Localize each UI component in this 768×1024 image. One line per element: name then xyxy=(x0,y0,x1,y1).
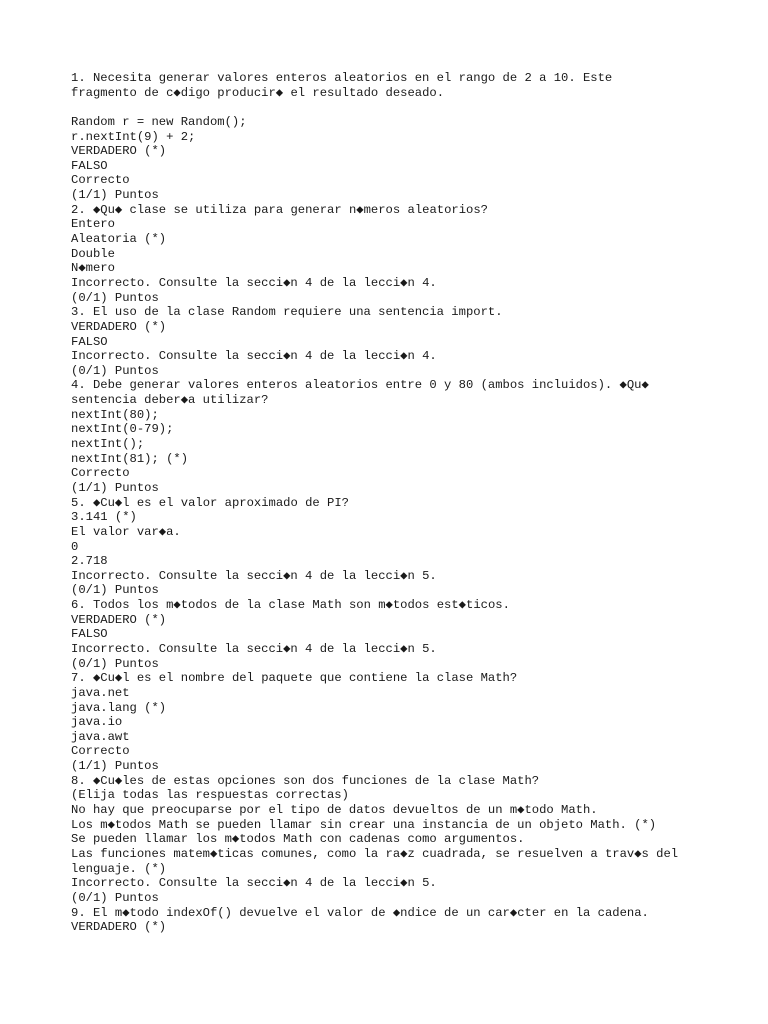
text-line: FALSO xyxy=(71,627,108,642)
text-line: (0/1) Puntos xyxy=(71,656,159,671)
text-line: Correcto xyxy=(71,466,130,481)
text-line: (1/1) Puntos xyxy=(71,480,159,495)
text-line: 7. ◆Cu◆l es el nombre del paquete que contiene la clase Math? xyxy=(71,671,518,686)
text-line: nextInt(80); xyxy=(71,407,159,422)
text-line: Se pueden llamar los m◆todos Math con cadenas como argumentos. xyxy=(71,832,525,847)
document-page xyxy=(71,71,761,935)
text-line: Correcto xyxy=(71,744,130,759)
text-line: 3. El uso de la clase Random requiere una sentencia import. xyxy=(71,305,503,320)
text-line: (0/1) Puntos xyxy=(71,890,159,905)
text-line: java.awt xyxy=(71,729,130,744)
text-line: 6. Todos los m◆todos de la clase Math son m◆todos est◆ticos. xyxy=(71,598,510,613)
text-line: r.nextInt(9) + 2; xyxy=(71,129,196,144)
text-line: nextInt(); xyxy=(71,437,145,452)
text-line: N◆mero xyxy=(71,261,115,276)
text-line: nextInt(0-79); xyxy=(71,422,174,437)
text-line: Incorrecto. Consulte la secci◆n 4 de la lecci◆n 5. xyxy=(71,641,437,656)
text-line: java.net xyxy=(71,685,130,700)
text-line: 2.718 xyxy=(71,554,108,569)
text-line: VERDADERO (*) xyxy=(71,319,167,334)
text-line: Incorrecto. Consulte la secci◆n 4 de la lecci◆n 4. xyxy=(71,349,437,364)
text-line: (1/1) Puntos xyxy=(71,188,159,203)
text-line: java.lang (*) xyxy=(71,700,167,715)
text-line: 0 xyxy=(71,539,79,554)
text-line: java.io xyxy=(71,715,123,730)
text-line: El valor var◆a. xyxy=(71,524,181,539)
text-line: Incorrecto. Consulte la secci◆n 4 de la lecci◆n 4. xyxy=(71,275,437,290)
text-line: No hay que preocuparse por el tipo de datos devueltos de un m◆todo Math. xyxy=(71,803,598,818)
text-line: 3.141 (*) xyxy=(71,510,137,525)
text-line: sentencia deber◆a utilizar? xyxy=(71,393,269,408)
text-line: lenguaje. (*) xyxy=(71,861,167,876)
blank-line xyxy=(71,100,761,115)
text-line: 9. El m◆todo indexOf() devuelve el valor de ◆ndice de un car◆cter en la cadena. xyxy=(71,905,649,920)
text-line: Correcto xyxy=(71,173,130,188)
text-line: 2. ◆Qu◆ clase se utiliza para generar n◆meros aleatorios? xyxy=(71,202,488,217)
text-line: 1. Necesita generar valores enteros aleatorios en el rango de 2 a 10. Este xyxy=(71,71,613,85)
text-line: 4. Debe generar valores enteros aleatorios entre 0 y 80 (ambos incluidos). ◆Qu◆ xyxy=(71,378,649,393)
text-line: nextInt(81); (*) xyxy=(71,451,189,466)
text-line: VERDADERO (*) xyxy=(71,920,167,935)
text-line: (0/1) Puntos xyxy=(71,363,159,378)
text-line: Aleatoria (*) xyxy=(71,232,167,247)
text-line: 8. ◆Cu◆les de estas opciones son dos funciones de la clase Math? xyxy=(71,773,540,788)
text-line: Incorrecto. Consulte la secci◆n 4 de la lecci◆n 5. xyxy=(71,568,437,583)
text-line: FALSO xyxy=(71,334,108,349)
text-line: VERDADERO (*) xyxy=(71,144,167,159)
text-line: (0/1) Puntos xyxy=(71,583,159,598)
text-line: Entero xyxy=(71,217,115,232)
text-line: Las funciones matem◆ticas comunes, como la ra◆z cuadrada, se resuelven a trav◆s del xyxy=(71,846,679,861)
text-line: VERDADERO (*) xyxy=(71,612,167,627)
text-line: (Elija todas las respuestas correctas) xyxy=(71,788,349,803)
text-line: Los m◆todos Math se pueden llamar sin crear una instancia de un objeto Math. (*) xyxy=(71,817,657,832)
text-line: 5. ◆Cu◆l es el valor aproximado de PI? xyxy=(71,495,349,510)
text-line: FALSO xyxy=(71,158,108,173)
text-line: Double xyxy=(71,246,115,261)
text-line: Random r = new Random(); xyxy=(71,114,247,129)
text-line: Incorrecto. Consulte la secci◆n 4 de la lecci◆n 5. xyxy=(71,876,437,891)
text-line: (1/1) Puntos xyxy=(71,759,159,774)
text-line: fragmento de c◆digo producir◆ el resultado deseado. xyxy=(71,85,445,100)
text-line: (0/1) Puntos xyxy=(71,290,159,305)
